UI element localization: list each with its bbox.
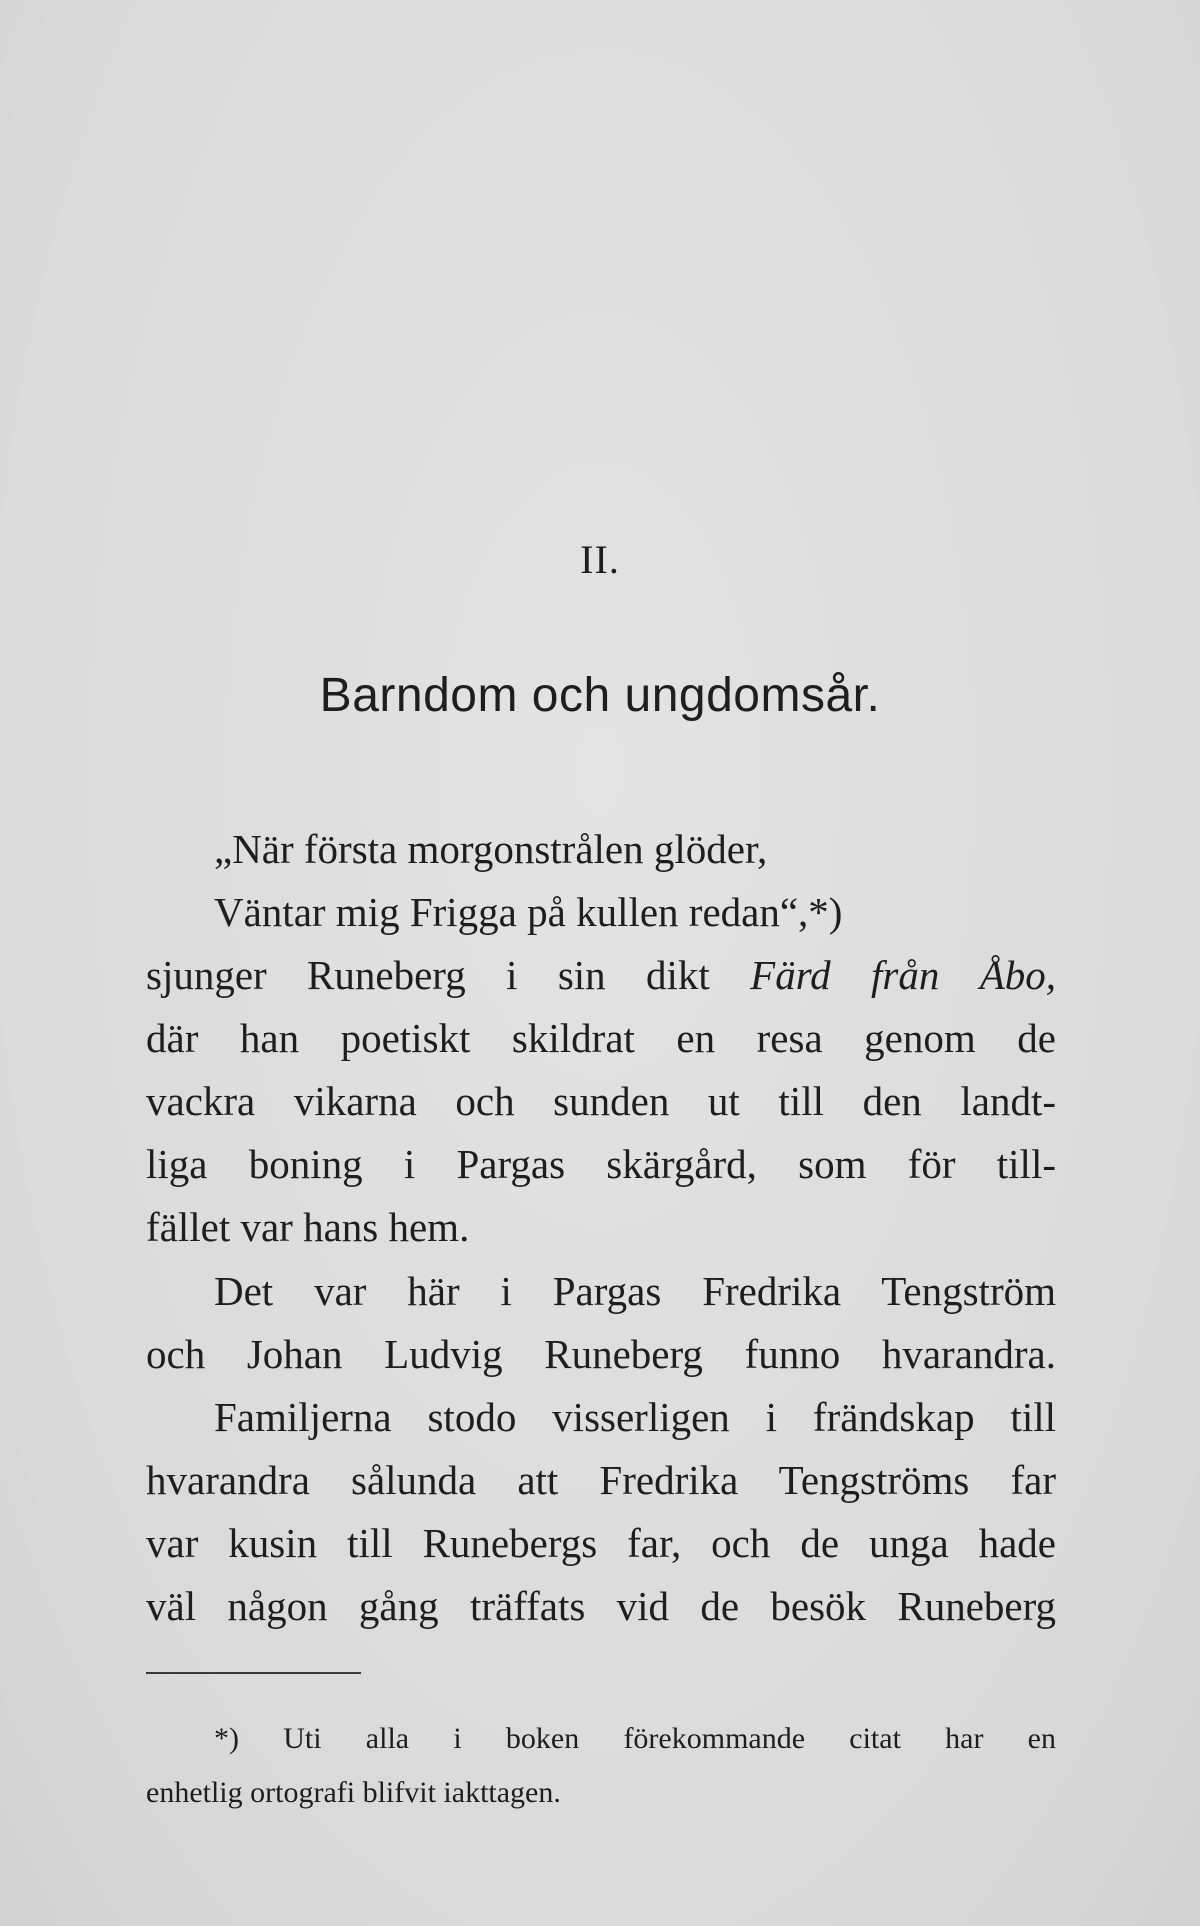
paragraph-2 (146, 1260, 1056, 1638)
quote-line-1: „När första morgonstrålen glöder, (214, 826, 768, 872)
paragraph-1 (146, 818, 1056, 1259)
text-line (146, 944, 1056, 1007)
footnote-line: *) Uti alla i boken förekommande citat har en (214, 1722, 1056, 1755)
chapter-title: Barndom och ungdomsår. (319, 669, 881, 722)
text-line: hvarandra sålunda att Fredrika Tengströms far (146, 1457, 1056, 1503)
text-line: väl någon gång träffats vid de besök Runeberg (146, 1583, 1056, 1629)
text-line: och Johan Ludvig Runeberg funno hvarandra. (146, 1331, 1056, 1377)
footnote-divider (146, 1672, 361, 1674)
text-segment: sjunger Runeberg i sin dikt (146, 952, 751, 998)
footnote (146, 1712, 1056, 1820)
text-line: liga boning i Pargas skärgård, som för till- (146, 1141, 1056, 1187)
text-line: fället var hans hem. (146, 1204, 470, 1250)
poem-title: Färd från Åbo, (750, 952, 1057, 998)
text-line: Det var här i Pargas Fredrika Tengström (214, 1268, 1056, 1314)
text-line: vackra vikarna och sunden ut till den landt- (146, 1078, 1056, 1124)
footnote-line: enhetlig ortografi blifvit iakttagen. (146, 1776, 561, 1809)
text-line: där han poetiskt skildrat en resa genom de (146, 1015, 1056, 1061)
text-line: Familjerna stodo visserligen i frändskap till (214, 1394, 1056, 1440)
quote-line-2: Väntar mig Frigga på kullen redan“,*) (214, 889, 843, 935)
text-line: var kusin till Runebergs far, och de unga hade (146, 1520, 1056, 1566)
chapter-number: II. (580, 537, 620, 582)
